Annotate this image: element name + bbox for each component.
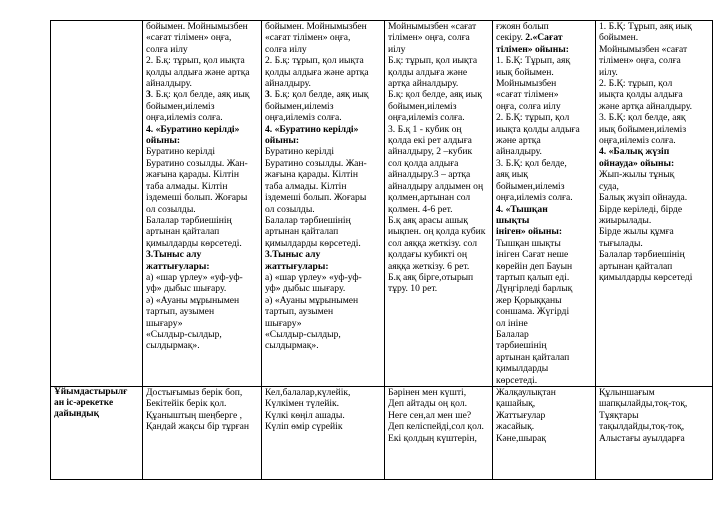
text-line: қолда екі рет алдыға xyxy=(388,135,472,147)
text-line: иықта қолды алдыға xyxy=(599,89,683,101)
text-line: 2. Б.Қ: тұрып, қол xyxy=(599,78,673,90)
text-line: бойымен. Мойнымызбен xyxy=(146,21,248,32)
text-line: ол ініне xyxy=(496,317,528,329)
text-line: қимылдарды көрсетеді. xyxy=(265,237,361,249)
text-line: иілу. xyxy=(599,66,618,78)
text-line: Неге сен,ал мен ше? xyxy=(388,409,472,421)
text-line: Дүңгірледі барлық xyxy=(496,283,573,295)
schedule-table xyxy=(50,20,713,480)
text-line: тартып, аузымен xyxy=(146,306,215,318)
text-line: ә) «Ауаны мұрынымен xyxy=(265,294,359,306)
text-line: ә) «Ауаны мұрынымен xyxy=(146,294,240,306)
text-line: оңға,иілеміз солға. xyxy=(265,112,342,124)
text-line: тығылады. xyxy=(599,237,643,249)
text-line: жер Қорыққаны xyxy=(496,294,562,306)
text-line: суда, xyxy=(599,180,619,192)
text-line: және артқа айналдыру. xyxy=(599,100,693,112)
text-line: секіру. 2.«Сағат xyxy=(496,32,563,44)
text-line: иық бойымен. xyxy=(496,66,554,78)
text-line: айналдыру.3 – артқа xyxy=(388,169,471,181)
text-line: Балалар тәрбиешінің xyxy=(599,249,685,261)
text-line: айналдыру алдымен оң xyxy=(388,180,484,192)
preparation-row xyxy=(51,387,713,480)
text-line: Бәрінен мен күшті, xyxy=(388,387,467,398)
text-line: Жаттығулар xyxy=(496,409,546,421)
text-line: Кел,балалар,күлейік, xyxy=(265,387,351,398)
text-line: ойнауда» ойыны: xyxy=(599,157,675,169)
text-line: жаттығулары: xyxy=(265,260,329,272)
text-line: бойымен. Мойнымызбен xyxy=(265,21,367,32)
text-line: 3.Тыныс алу xyxy=(146,249,202,261)
text-line: бойымен,иілеміз xyxy=(265,100,334,112)
text-line: ғжоян болып xyxy=(496,21,549,32)
text-line: 3. Б.Қ: қол белде, аяқ xyxy=(599,112,686,124)
text-line: қолдағы кубикті оң xyxy=(388,249,467,261)
text-line: Күліп өмір сүрейік xyxy=(265,421,343,433)
text-line: шығару» xyxy=(146,317,183,329)
text-line: айналдыру. xyxy=(265,78,311,90)
text-line: көрсетеді. xyxy=(496,374,538,386)
text-line: 2. Б.қ: тұрып, қол иықта xyxy=(146,55,245,67)
text-line: Б.қ аяқ бірге,отырып xyxy=(388,271,474,283)
text-line: бойымен,иілеміз xyxy=(388,100,457,112)
text-line: шықты xyxy=(496,214,530,226)
text-line: Күлкі көңіл ашады. xyxy=(265,409,345,421)
text-line: иық бойымен,иілеміз xyxy=(599,123,687,135)
day-cell-1 xyxy=(143,21,262,387)
text-line: Тышқан шықты xyxy=(496,237,561,249)
text-line: «Сылдыр-сылдыр, xyxy=(265,328,341,340)
text-line: жағына қарады. Кілтін xyxy=(146,169,240,181)
text-line: Буратино керілді xyxy=(146,146,216,158)
row-label-cell-top xyxy=(51,21,143,387)
text-line: а) «шар үрлеу» «уф-уф- xyxy=(265,271,362,283)
text-line: жиырылады. xyxy=(599,214,652,226)
text-line: ойыны: xyxy=(146,135,181,147)
text-line: 3. Б.қ: қол белде, аяқ иық xyxy=(265,89,369,101)
text-line: сылдырмақ». xyxy=(265,340,319,352)
text-line: солға иілу xyxy=(265,43,307,55)
text-line: айналдыру. xyxy=(146,78,192,90)
text-line: іздемеші болып. Жоғары xyxy=(146,192,248,204)
prep-cell-2 xyxy=(262,387,385,480)
text-line: айналдыру, 2 –кубик xyxy=(388,146,473,158)
text-line: «Сылдыр-сылдыр, xyxy=(146,328,222,340)
text-line: Құлыншағым xyxy=(599,387,655,398)
text-line: а) «шар үрлеу» «уф-уф- xyxy=(146,271,243,283)
text-line: тілімен» оңға, солға xyxy=(599,55,681,67)
text-line: оңға,иілеміз солға. xyxy=(496,192,573,204)
text-line: қолды алдыға және артқа xyxy=(265,66,369,78)
text-line: Б.қ аяқ арасы ашық xyxy=(388,214,468,226)
text-line: қолды алдыға және артқа xyxy=(146,66,250,78)
text-line: ініген» ойыны: xyxy=(496,226,563,238)
text-line: Деп айтады оң қол. xyxy=(388,398,467,410)
text-line: Кәне,шырақ xyxy=(496,432,546,444)
text-line: 3. Б.қ: қол белде, аяқ иық xyxy=(146,89,250,101)
text-line: 4. «Балық жүзіп xyxy=(599,146,670,158)
text-line: Мойнымызбен xyxy=(496,78,557,90)
text-line: соншама. Жүгірді xyxy=(496,306,570,318)
text-line: 2. Б.Қ: тұрып, қол xyxy=(496,112,570,124)
text-line: Балалар тәрбиешінің xyxy=(265,214,351,226)
text-line: Б.қ: қол белде, аяқ иық xyxy=(388,89,482,101)
text-line: оңға,иілеміз солға. xyxy=(146,112,223,124)
text-line: «сағат тілімен» оңға, xyxy=(265,32,351,44)
text-line: шығару» xyxy=(265,317,302,329)
text-line: Бекітейік берік қол. xyxy=(146,398,227,410)
text-line: Деп келіспейді,сол қол. xyxy=(388,421,484,433)
day-cell-2 xyxy=(262,21,385,387)
day-cell-3 xyxy=(385,21,493,387)
label-line: дайындық xyxy=(54,409,100,419)
text-line: тартып, аузымен xyxy=(265,306,334,318)
text-line: Жалқаулықтан xyxy=(496,387,556,398)
text-line: қимылдарды xyxy=(496,363,549,375)
text-line: Балалар тәрбиешінің xyxy=(146,214,232,226)
text-line: Буратино созылды. Жан- xyxy=(265,157,367,169)
text-line: 4. «Буратино керілді» xyxy=(265,123,359,135)
text-line: «сағат тілімен» оңға, xyxy=(146,32,232,44)
text-line: артынан қайталап xyxy=(146,226,220,238)
text-line: Бірде жылы құмға xyxy=(599,226,674,238)
text-line: қашайық, xyxy=(496,398,536,410)
text-line: іздемеші болып. Жоғары xyxy=(265,192,367,204)
text-line: оңға,иілеміз солға. xyxy=(388,112,465,124)
text-line: Бірде керіледі, бірде xyxy=(599,203,683,215)
text-line: 3. Б.Қ: қол белде, xyxy=(496,157,567,169)
text-line: 1. Б.Қ: Тұрып, аяқ xyxy=(496,55,571,67)
text-line: солға иілу xyxy=(146,43,188,55)
text-line: артқа айналдыру. xyxy=(388,78,459,90)
text-line: артынан қайталап xyxy=(599,260,673,272)
text-line: тілімен» оңға, солға xyxy=(388,32,470,44)
text-line: Балалар xyxy=(496,328,529,340)
text-line: сылдырмақ». xyxy=(146,340,200,352)
text-line: қолды алдыға және xyxy=(388,66,468,78)
text-line: артынан қайталап xyxy=(496,351,570,363)
row-label-preparation xyxy=(51,387,143,480)
text-line: қимылдарды көрсетеді xyxy=(599,271,693,283)
text-line: тілімен» ойыны: xyxy=(496,43,569,55)
day-cell-5 xyxy=(596,21,713,387)
text-line: айналдыру. xyxy=(496,146,542,158)
text-line: оңға, солға иілу xyxy=(496,100,561,112)
text-line: жасайық. xyxy=(496,421,535,433)
text-line: жаттығулары: xyxy=(146,260,210,272)
text-line: ол созылды. xyxy=(265,203,315,215)
text-line: 3.Тыныс алу xyxy=(265,249,321,261)
text-line: артынан қайталап xyxy=(265,226,339,238)
text-line: көрейін деп Бауын xyxy=(496,260,573,272)
text-line: сол аяққа жеткізу. сол xyxy=(388,237,477,249)
text-line: сол қолда алдыға xyxy=(388,157,459,169)
text-line: Қандай жақсы бір тұрған xyxy=(146,421,249,433)
text-line: ініген Сағат неше xyxy=(496,249,569,261)
text-line: аяқ иық xyxy=(496,169,528,181)
text-line: Жып-жылы тұнық xyxy=(599,169,675,181)
exercise-row xyxy=(51,21,713,387)
text-line: 1. Б.Қ: Тұрып, аяқ иық xyxy=(599,21,692,32)
prep-cell-3 xyxy=(385,387,493,480)
text-line: 2. Б.қ: тұрып, қол иықта xyxy=(265,55,364,67)
text-line: бойымен,иілеміз xyxy=(496,180,565,192)
label-line: Ұйымдастырылғ xyxy=(54,387,128,397)
text-line: 3. Б.қ 1 - кубик оң xyxy=(388,123,462,135)
text-line: қолмен,артынан сол xyxy=(388,192,471,204)
text-line: бойымен. xyxy=(599,32,639,44)
text-line: қолмен. 4-6 рет. xyxy=(388,203,453,215)
text-line: тәрбиешінің xyxy=(496,340,547,352)
text-line: Мойнымызбен «сағат xyxy=(599,43,688,55)
prep-cell-4 xyxy=(493,387,596,480)
text-line: Буратино керілді xyxy=(265,146,335,158)
text-line: Күлкімен түлейік. xyxy=(265,398,340,410)
text-line: 4. «Буратино керілді» xyxy=(146,123,240,135)
text-line: иілу xyxy=(388,43,406,55)
text-line: уф» дыбыс шығару. xyxy=(146,283,227,295)
text-line: Құаныштың шеңберге , xyxy=(146,409,243,421)
text-line: Б.қ: тұрып, қол иықта xyxy=(388,55,478,67)
text-line: таба алмады. Кілтін xyxy=(265,180,347,192)
text-line: жағына қарады. Кілтін xyxy=(265,169,359,181)
text-line: Балық жүзіп ойнауда. xyxy=(599,192,688,204)
text-line: Екі қолдың күштерін, xyxy=(388,432,477,444)
text-line: иықпен. оң қолда кубик xyxy=(388,226,486,238)
text-line: «сағат тілімен» xyxy=(496,89,559,101)
text-line: аяққа жеткізу. 6 рет. xyxy=(388,260,470,272)
text-line: бойымен,иілеміз xyxy=(146,100,215,112)
day-cell-4 xyxy=(493,21,596,387)
text-line: ойыны: xyxy=(265,135,300,147)
text-line: уф» дыбыс шығару. xyxy=(265,283,346,295)
text-line: Тұяқтары xyxy=(599,409,639,421)
prep-cell-5 xyxy=(596,387,713,480)
text-line: Буратино созылды. Жан- xyxy=(146,157,248,169)
text-line: қимылдарды көрсетеді. xyxy=(146,237,242,249)
text-line: таба алмады. Кілтін xyxy=(146,180,228,192)
text-line: Алыстағы ауылдарға xyxy=(599,432,685,444)
text-line: иықта қолды алдыға xyxy=(496,123,580,135)
text-line: Достығымыз берік боп, xyxy=(146,387,243,398)
text-line: тақылдайды,тоқ-тоқ, xyxy=(599,421,685,433)
text-line: тартып қалып еді. xyxy=(496,271,570,283)
text-line: тұру. 10 рет. xyxy=(388,283,438,295)
text-line: және артқа xyxy=(496,135,541,147)
prep-cell-1 xyxy=(143,387,262,480)
text-line: шапқылайды,тоқ-тоқ, xyxy=(599,398,688,410)
text-line: Мойнымызбен «сағат xyxy=(388,21,477,32)
text-line: 4. «Тышқан xyxy=(496,203,548,215)
label-line: ан іс-әрекетке xyxy=(54,398,114,408)
text-line: оңға,иілеміз солға. xyxy=(599,135,676,147)
text-line: ол созылды. xyxy=(146,203,196,215)
